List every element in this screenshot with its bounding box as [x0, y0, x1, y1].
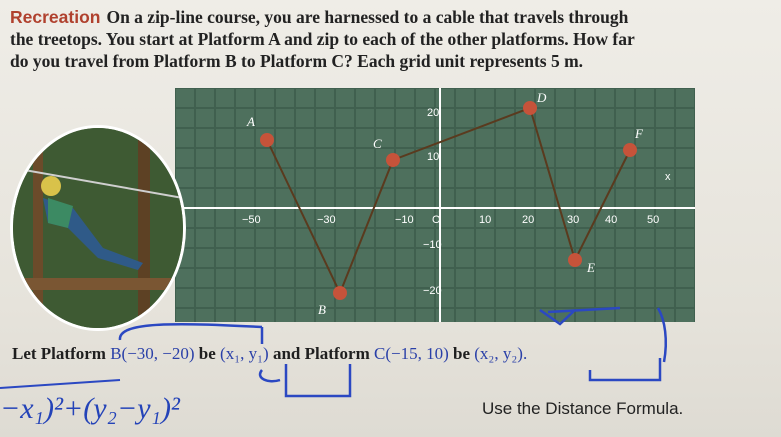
svg-text:E: E — [587, 260, 595, 275]
point-c: C(−15, 10) — [374, 344, 449, 363]
problem-line-1: Recreation On a zip-line course, you are harnessed to a cable that travels through — [10, 7, 629, 27]
point-x2-y2: (x₂, y₂). — [474, 344, 528, 363]
y-tick-neg20: −20 — [423, 285, 442, 297]
point-b: B(−30, −20) — [110, 344, 195, 363]
problem-line-3: do you travel from Platform B to Platform C? Each grid unit represents 5 m. — [10, 51, 584, 71]
x-tick-7: 40 — [605, 214, 618, 226]
y-tick-20: 20 — [427, 107, 440, 119]
recreation-keyword: Recreation — [10, 7, 101, 27]
svg-text:C: C — [373, 136, 382, 151]
x-tick-0: −50 — [242, 214, 261, 226]
zipline-photo — [10, 125, 186, 331]
x-tick-3: O — [432, 214, 441, 226]
handwritten-formula: −x₁)²+(y₂−y₁)² — [0, 392, 180, 425]
grid-svg — [175, 88, 695, 322]
svg-text:F: F — [635, 126, 643, 141]
x-tick-8: 50 — [647, 214, 660, 226]
statement-be-1: be — [198, 344, 216, 363]
svg-text:B: B — [318, 302, 326, 317]
svg-text:A: A — [247, 114, 255, 129]
x-tick-5: 20 — [522, 214, 535, 226]
x-axis-label: x — [665, 171, 671, 183]
platform-statement — [12, 344, 527, 364]
problem-text — [10, 6, 770, 72]
problem-line-2: the treetops. You start at Platform A and zip to each of the other platforms. How far — [10, 29, 635, 49]
y-tick-neg10: −10 — [423, 239, 442, 251]
coordinate-grid — [175, 88, 695, 322]
x-tick-4: 10 — [479, 214, 492, 226]
point-x1-y1: (x₁, y₁) — [220, 344, 269, 363]
zipline-photo-illustration — [13, 128, 183, 328]
x-tick-2: −10 — [395, 214, 414, 226]
statement-be-2: be — [453, 344, 471, 363]
statement-middle: and Platform — [272, 344, 370, 363]
distance-formula-instruction: Use the Distance Formula. — [482, 399, 684, 418]
svg-text:D: D — [537, 90, 547, 105]
y-tick-10: 10 — [427, 151, 440, 163]
statement-prefix: Let Platform — [12, 344, 106, 363]
x-tick-1: −30 — [317, 214, 336, 226]
x-tick-6: 30 — [567, 214, 580, 226]
